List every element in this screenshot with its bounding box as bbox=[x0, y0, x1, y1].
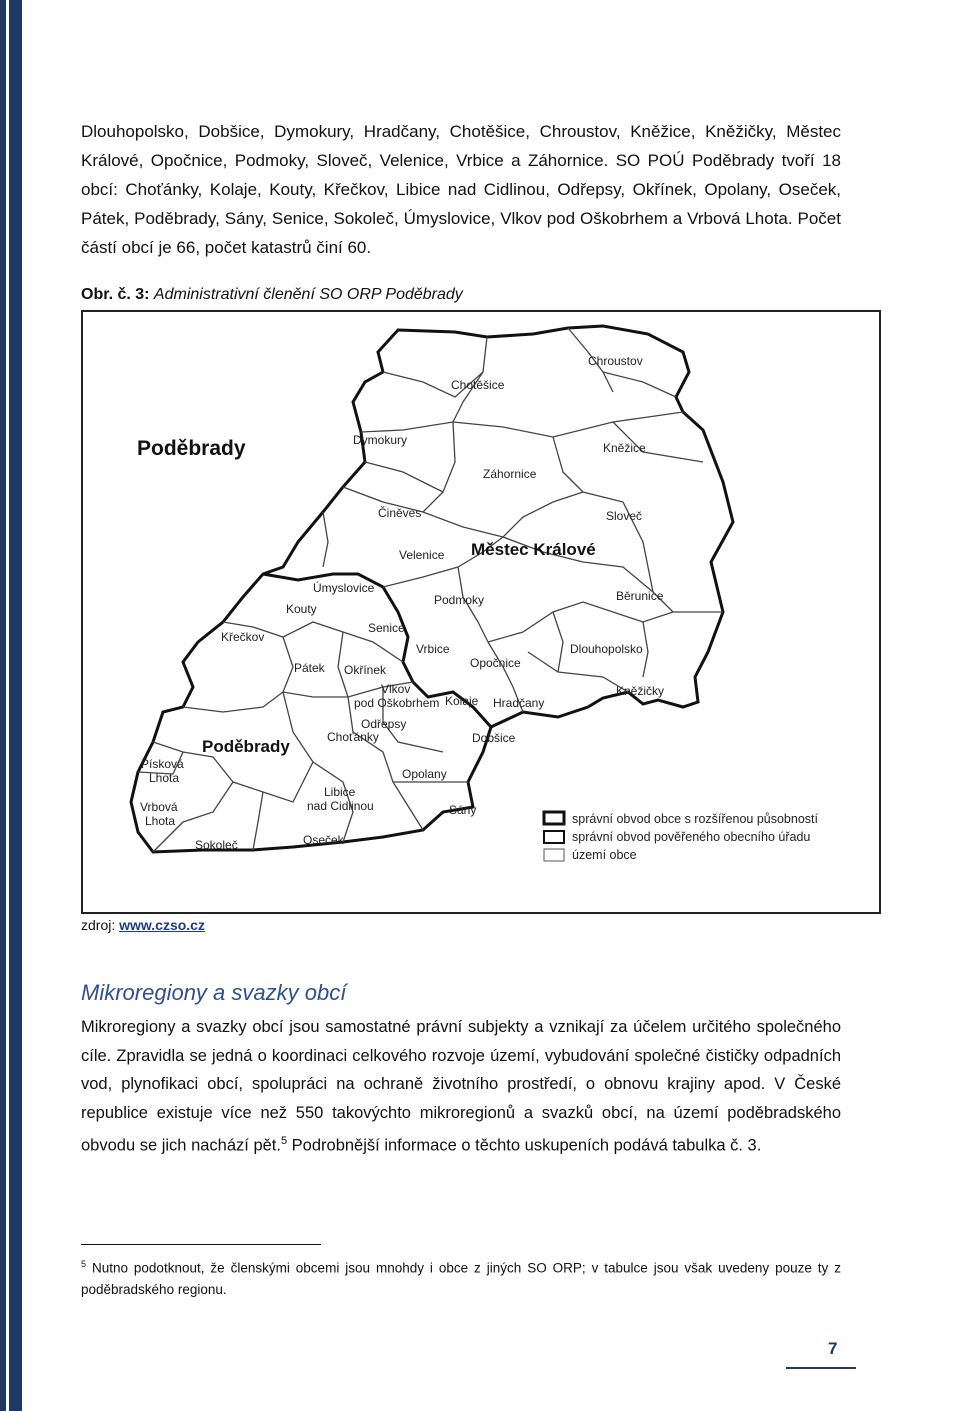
figure-caption-prefix: Obr. č. 3: bbox=[81, 286, 150, 303]
page-number: 7 bbox=[828, 1339, 838, 1358]
map-label-kreckov: Křečkov bbox=[221, 630, 265, 644]
intro-paragraph: Dlouhopolsko, Dobšice, Dymokury, Hradčany, Chotěšice, Chroustov, Kněžice, Kněžičky, Městec Králové, Opočnice, Podmoky, Sloveč, Velenice, Vrbice a Záhornice. SO POÚ Poděbrady tvoří 18 obcí: Choťánky, Kolaje, Kouty, Křečkov, Libice nad Cidlinou, Odřepsy, Okřínek, Opolany, Oseček, Pátek, Poděbrady, Sány, Senice, Sokoleč, Úmyslovice, Vlkov pod Oškobrhem a Vrbová Lhota. Počet částí obcí je 66, počet katastrů činí 60. bbox=[81, 122, 841, 257]
map-region-title: Poděbrady bbox=[137, 437, 246, 460]
map-label-sokolec: Sokoleč bbox=[195, 838, 238, 852]
map-label-kolaje: Kolaje bbox=[445, 694, 479, 708]
footnote-reference[interactable]: 5 bbox=[280, 1135, 288, 1147]
map-label-knezicky: Kněžičky bbox=[616, 684, 665, 698]
map-label-mestec: Městec Králové bbox=[471, 540, 596, 559]
map-label-cineves: Činěves bbox=[378, 506, 422, 520]
map-label-opocnice: Opočnice bbox=[470, 656, 521, 670]
footnote-number: 5 bbox=[81, 1259, 87, 1269]
figure-caption bbox=[81, 286, 463, 304]
body-paragraph bbox=[81, 1013, 841, 1160]
map-label-podebrady: Poděbrady bbox=[202, 737, 290, 756]
map-label-sany: Sány bbox=[449, 803, 477, 817]
map-label-berunice: Běrunice bbox=[616, 589, 664, 603]
map-label-kouty: Kouty bbox=[286, 602, 317, 616]
source-link[interactable]: www.czso.cz bbox=[119, 917, 205, 933]
map-legend bbox=[544, 812, 819, 862]
map-label-velenice: Velenice bbox=[399, 548, 445, 562]
map-figure bbox=[81, 310, 881, 914]
map-label-vlkov2: pod Oškobrhem bbox=[354, 696, 440, 710]
map-label-chroustov: Chroustov bbox=[588, 354, 643, 368]
legend-item-obec: území obce bbox=[572, 848, 637, 862]
legend-swatch-orp bbox=[544, 812, 564, 824]
legend-swatch-pou bbox=[544, 831, 564, 843]
map-label-vrbova2: Lhota bbox=[145, 814, 176, 828]
legend-item-pou: správní obvod pověřeného obecního úřadu bbox=[572, 830, 811, 844]
map-label-dymokury: Dymokury bbox=[353, 433, 408, 447]
map-label-senice: Senice bbox=[368, 621, 405, 635]
map-label-opolany: Opolany bbox=[402, 767, 447, 781]
map-label-zahornice: Záhornice bbox=[483, 467, 537, 481]
footnote bbox=[81, 1254, 841, 1300]
map-svg bbox=[83, 312, 879, 912]
map-label-piskova1: Písková bbox=[141, 757, 184, 771]
map-label-knezice: Kněžice bbox=[603, 441, 646, 455]
map-label-patek: Pátek bbox=[294, 661, 325, 675]
map-label-hradcany: Hradčany bbox=[493, 696, 545, 710]
map-label-libice2: nad Cidlinou bbox=[307, 799, 374, 813]
footnote-divider bbox=[81, 1244, 321, 1245]
map-label-osecek: Oseček bbox=[303, 833, 344, 847]
map-label-vlkov1: Vlkov bbox=[381, 682, 411, 696]
map-label-vrbice: Vrbice bbox=[416, 642, 450, 656]
map-label-okrinek: Okřínek bbox=[344, 663, 387, 677]
map-label-chotesice: Chotěšice bbox=[451, 378, 505, 392]
map-label-odrepsy: Odřepsy bbox=[361, 717, 407, 731]
map-label-podmoky: Podmoky bbox=[434, 593, 485, 607]
figure-caption-text: Administrativní členění SO ORP Poděbrady bbox=[153, 286, 463, 303]
figure-source bbox=[81, 917, 205, 933]
body-paragraph-main: Mikroregiony a svazky obcí jsou samostatné právní subjekty a vznikají za účelem určitého společného cíle. Zpravidla se jedná o koordinaci celkového rozvoje území, vybudování společné čističky odpadních vod, plynofikaci obcí, spolupráci na ochraně životního prostředí, o obnovu krajiny apod. V České republice existuje více než 550 takovýchto mikroregionů a svazků obcí, na území poděbradského obvodu se jich nachází pět. bbox=[81, 1018, 841, 1155]
sidebar-band-stripe bbox=[6, 0, 9, 1411]
map-label-slovec: Sloveč bbox=[606, 509, 643, 523]
sidebar-band bbox=[0, 0, 22, 1411]
map-label-libice1: Libice bbox=[324, 785, 356, 799]
body-paragraph-end: Podrobnější informace o těchto uskupeních podává tabulka č. 3. bbox=[287, 1136, 762, 1155]
map-label-piskova2: Lhota bbox=[149, 771, 180, 785]
map-label-chotanky: Choťánky bbox=[327, 730, 379, 744]
section-heading: Mikroregiony a svazky obcí bbox=[81, 980, 347, 1005]
legend-item-orp: správní obvod obce s rozšířenou působností bbox=[572, 812, 818, 826]
map-label-vrbova1: Vrbová bbox=[140, 800, 178, 814]
page-number-rule bbox=[786, 1367, 856, 1369]
map-label-dobsice: Dobšice bbox=[472, 731, 516, 745]
footnote-text: Nutno podotknout, že členskými obcemi jsou mnohdy i obce z jiných SO ORP; v tabulce jsou však uvedeny pouze ty z poděbradského regionu. bbox=[81, 1260, 841, 1297]
map-label-umyslovice: Úmyslovice bbox=[313, 581, 375, 595]
map-label-dlouhopolsko: Dlouhopolsko bbox=[570, 642, 643, 656]
source-label: zdroj: bbox=[81, 917, 116, 933]
legend-swatch-obec bbox=[544, 849, 564, 861]
